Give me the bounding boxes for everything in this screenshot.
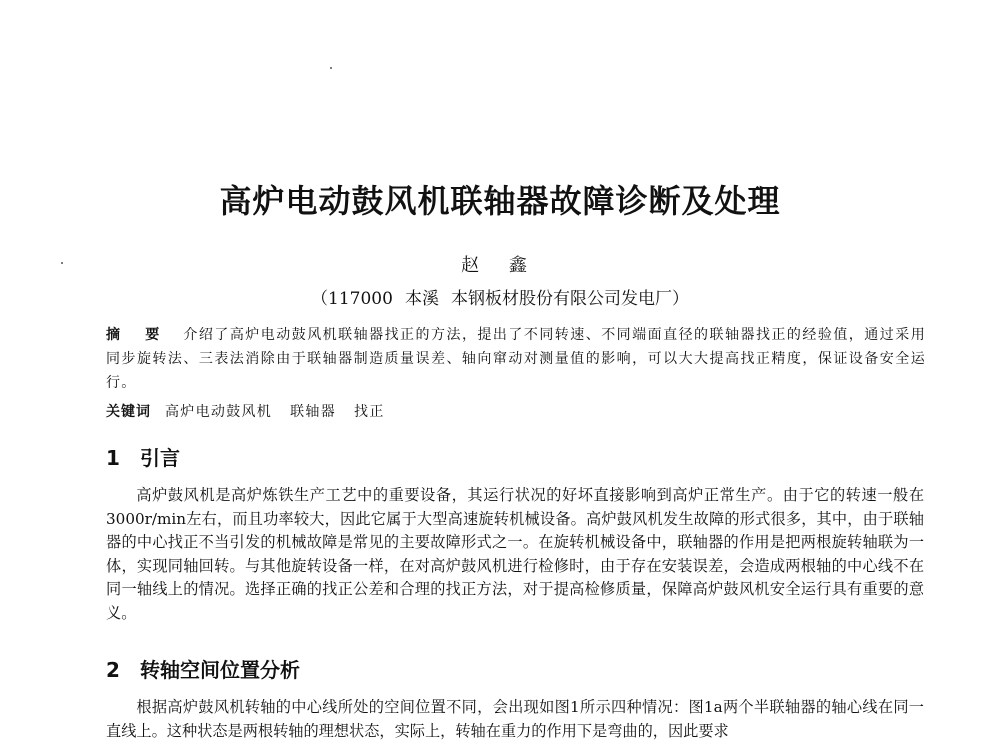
section-number: 2 xyxy=(106,658,120,682)
affiliation-city: 本溪 xyxy=(404,289,439,309)
abstract xyxy=(106,323,926,395)
keywords-label: 关键词 xyxy=(106,404,151,420)
paper-title: 高炉电动鼓风机联轴器故障诊断及处理 xyxy=(219,182,781,220)
section-number: 1 xyxy=(106,446,120,470)
keywords xyxy=(106,400,926,424)
section-paragraph: 高炉鼓风机是高炉炼铁生产工艺中的重要设备，其运行状况的好坏直接影响到高炉正常生产。由于它的转速一般在3000r/min左右，而且功率较大，因此它属于大型高速旋转机械设备。高炉鼓风机发生故障的形式很多，其中，由于联轴器的中心找正不当引发的机械故障是常见的主要故障形式之一。在旋转机械设备中，联轴器的作用是把两根旋转轴联为一体，实现同轴回转。与其他旋转设备一样，在对高炉鼓风机进行检修时，由于存在安装误差，会造成两根轴的中心线不在同一轴线上的情况。选择正确的找正公差和合理的找正方法，对于提高检修质量，保障高炉鼓风机安全运行具有重要的意义。 xyxy=(106,486,924,622)
scan-speck xyxy=(330,67,332,69)
keyword-item: 联轴器 xyxy=(290,404,337,420)
author-name: 赵 鑫 xyxy=(461,255,539,276)
author-affiliation xyxy=(0,284,1000,309)
abstract-text: 介绍了高炉电动鼓风机联轴器找正的方法，提出了不同转速、不同端面直径的联轴器找正的经验值，通过采用同步旋转法、三表法消除由于联轴器制造质量误差、轴向窜动对测量值的影响，可以大大提高找正精度，保证设备安全运行。 xyxy=(106,327,926,391)
section-heading-shaft-position xyxy=(106,654,300,683)
abstract-label: 摘 要 xyxy=(106,327,170,343)
section-title: 转轴空间位置分析 xyxy=(140,658,300,682)
keyword-item: 找正 xyxy=(354,404,385,420)
affiliation-organization: 本钢板材股份有限公司发电厂） xyxy=(450,289,689,309)
section-title: 引言 xyxy=(140,446,180,470)
affiliation-postcode: （117000 xyxy=(311,289,393,309)
section-heading-introduction xyxy=(106,442,180,471)
section-paragraph: 根据高炉鼓风机转轴的中心线所处的空间位置不同，会出现如图1所示四种情况：图1a两个半联轴器的轴心线在同一直线上。这种状态是两根转轴的理想状态，实际上，转轴在重力的作用下是弯曲的，因此要求 xyxy=(106,698,924,740)
keyword-item: 高炉电动鼓风机 xyxy=(165,404,273,420)
